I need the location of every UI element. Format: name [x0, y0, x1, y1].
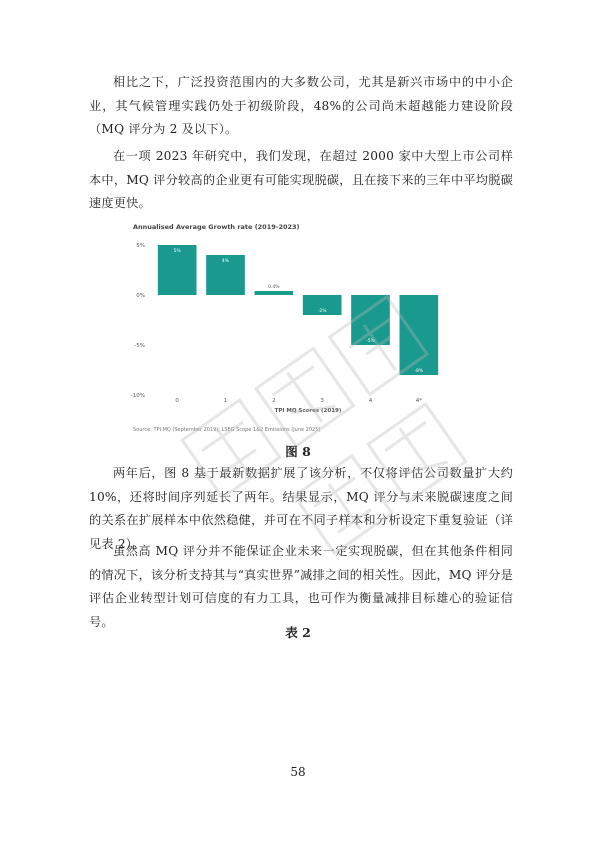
- bar-value-label: -8%: [414, 369, 424, 374]
- bar: [400, 295, 439, 375]
- y-tick-label: -5%: [134, 343, 145, 349]
- paragraph-2: 在一项 2023 年研究中，我们发现，在超过 2000 家中大型上市公司样本中，MQ 评分较高的企业更有可能实现脱碳，且在接下来的三年中平均脱碳速度更快。: [89, 149, 513, 210]
- paragraph-4: 虽然高 MQ 评分并不能保证企业未来一定实现脱碳，但在其他条件相同的情况下，该分析支持其与“真实世界”减排之间的相关性。因此，MQ 评分是评估企业转型计划可信度的有力工具，也可作为衡量减排目标雄心的验证信号。: [89, 544, 513, 629]
- y-tick-label: 0%: [136, 293, 145, 299]
- paragraph-1: 相比之下，广泛投资范围内的大多数公司，尤其是新兴市场中的中小企业，其气候管理实践仍处于初级阶段，48%的公司尚未超越能力建设阶段（MQ 评分为 2 及以下）。: [89, 75, 513, 136]
- bar: [351, 295, 390, 345]
- bar-value-label: 4%: [221, 259, 230, 264]
- x-tick-label: 0: [175, 398, 179, 404]
- chart-title: Annualised Average Growth rate (2019-2023): [133, 223, 300, 231]
- paragraph-3: 两年后，图 8 基于最新数据扩展了该分析，不仅将评估公司数量扩大约 10%，还将时间序列延长了两年。结果显示，MQ 评分与未来脱碳速度之间的关系在扩展样本中依然稳健，并可在不同子样本和分析设定下重复验证（详见表 2）。: [89, 466, 513, 551]
- x-tick-label: 1: [223, 398, 228, 404]
- x-tick-label: 2: [272, 398, 276, 404]
- bar-value-label: -5%: [366, 339, 375, 344]
- growth-rate-bar-chart: [130, 220, 463, 435]
- bar-value-label: 5%: [173, 249, 181, 254]
- x-tick-label: 3: [320, 398, 324, 404]
- bar-value-label: -2%: [317, 309, 327, 314]
- y-tick-label: 5%: [136, 243, 145, 249]
- table-caption: 表 2: [285, 625, 311, 640]
- x-tick-label: 4: [368, 398, 373, 404]
- page-number: 58: [290, 765, 306, 779]
- chart-source: Source: TPI MQ (September 2019); LSEG Scope 1&2 Emissions (June 2025): [133, 427, 321, 433]
- x-axis-label: TPI MQ Scores (2019): [274, 408, 342, 414]
- y-tick-label: -10%: [130, 393, 145, 399]
- bar-value-label: 0.4%: [268, 285, 280, 290]
- x-tick-label: 4*: [415, 398, 422, 404]
- figure-caption: 图 8: [285, 444, 311, 459]
- bar: [255, 291, 294, 295]
